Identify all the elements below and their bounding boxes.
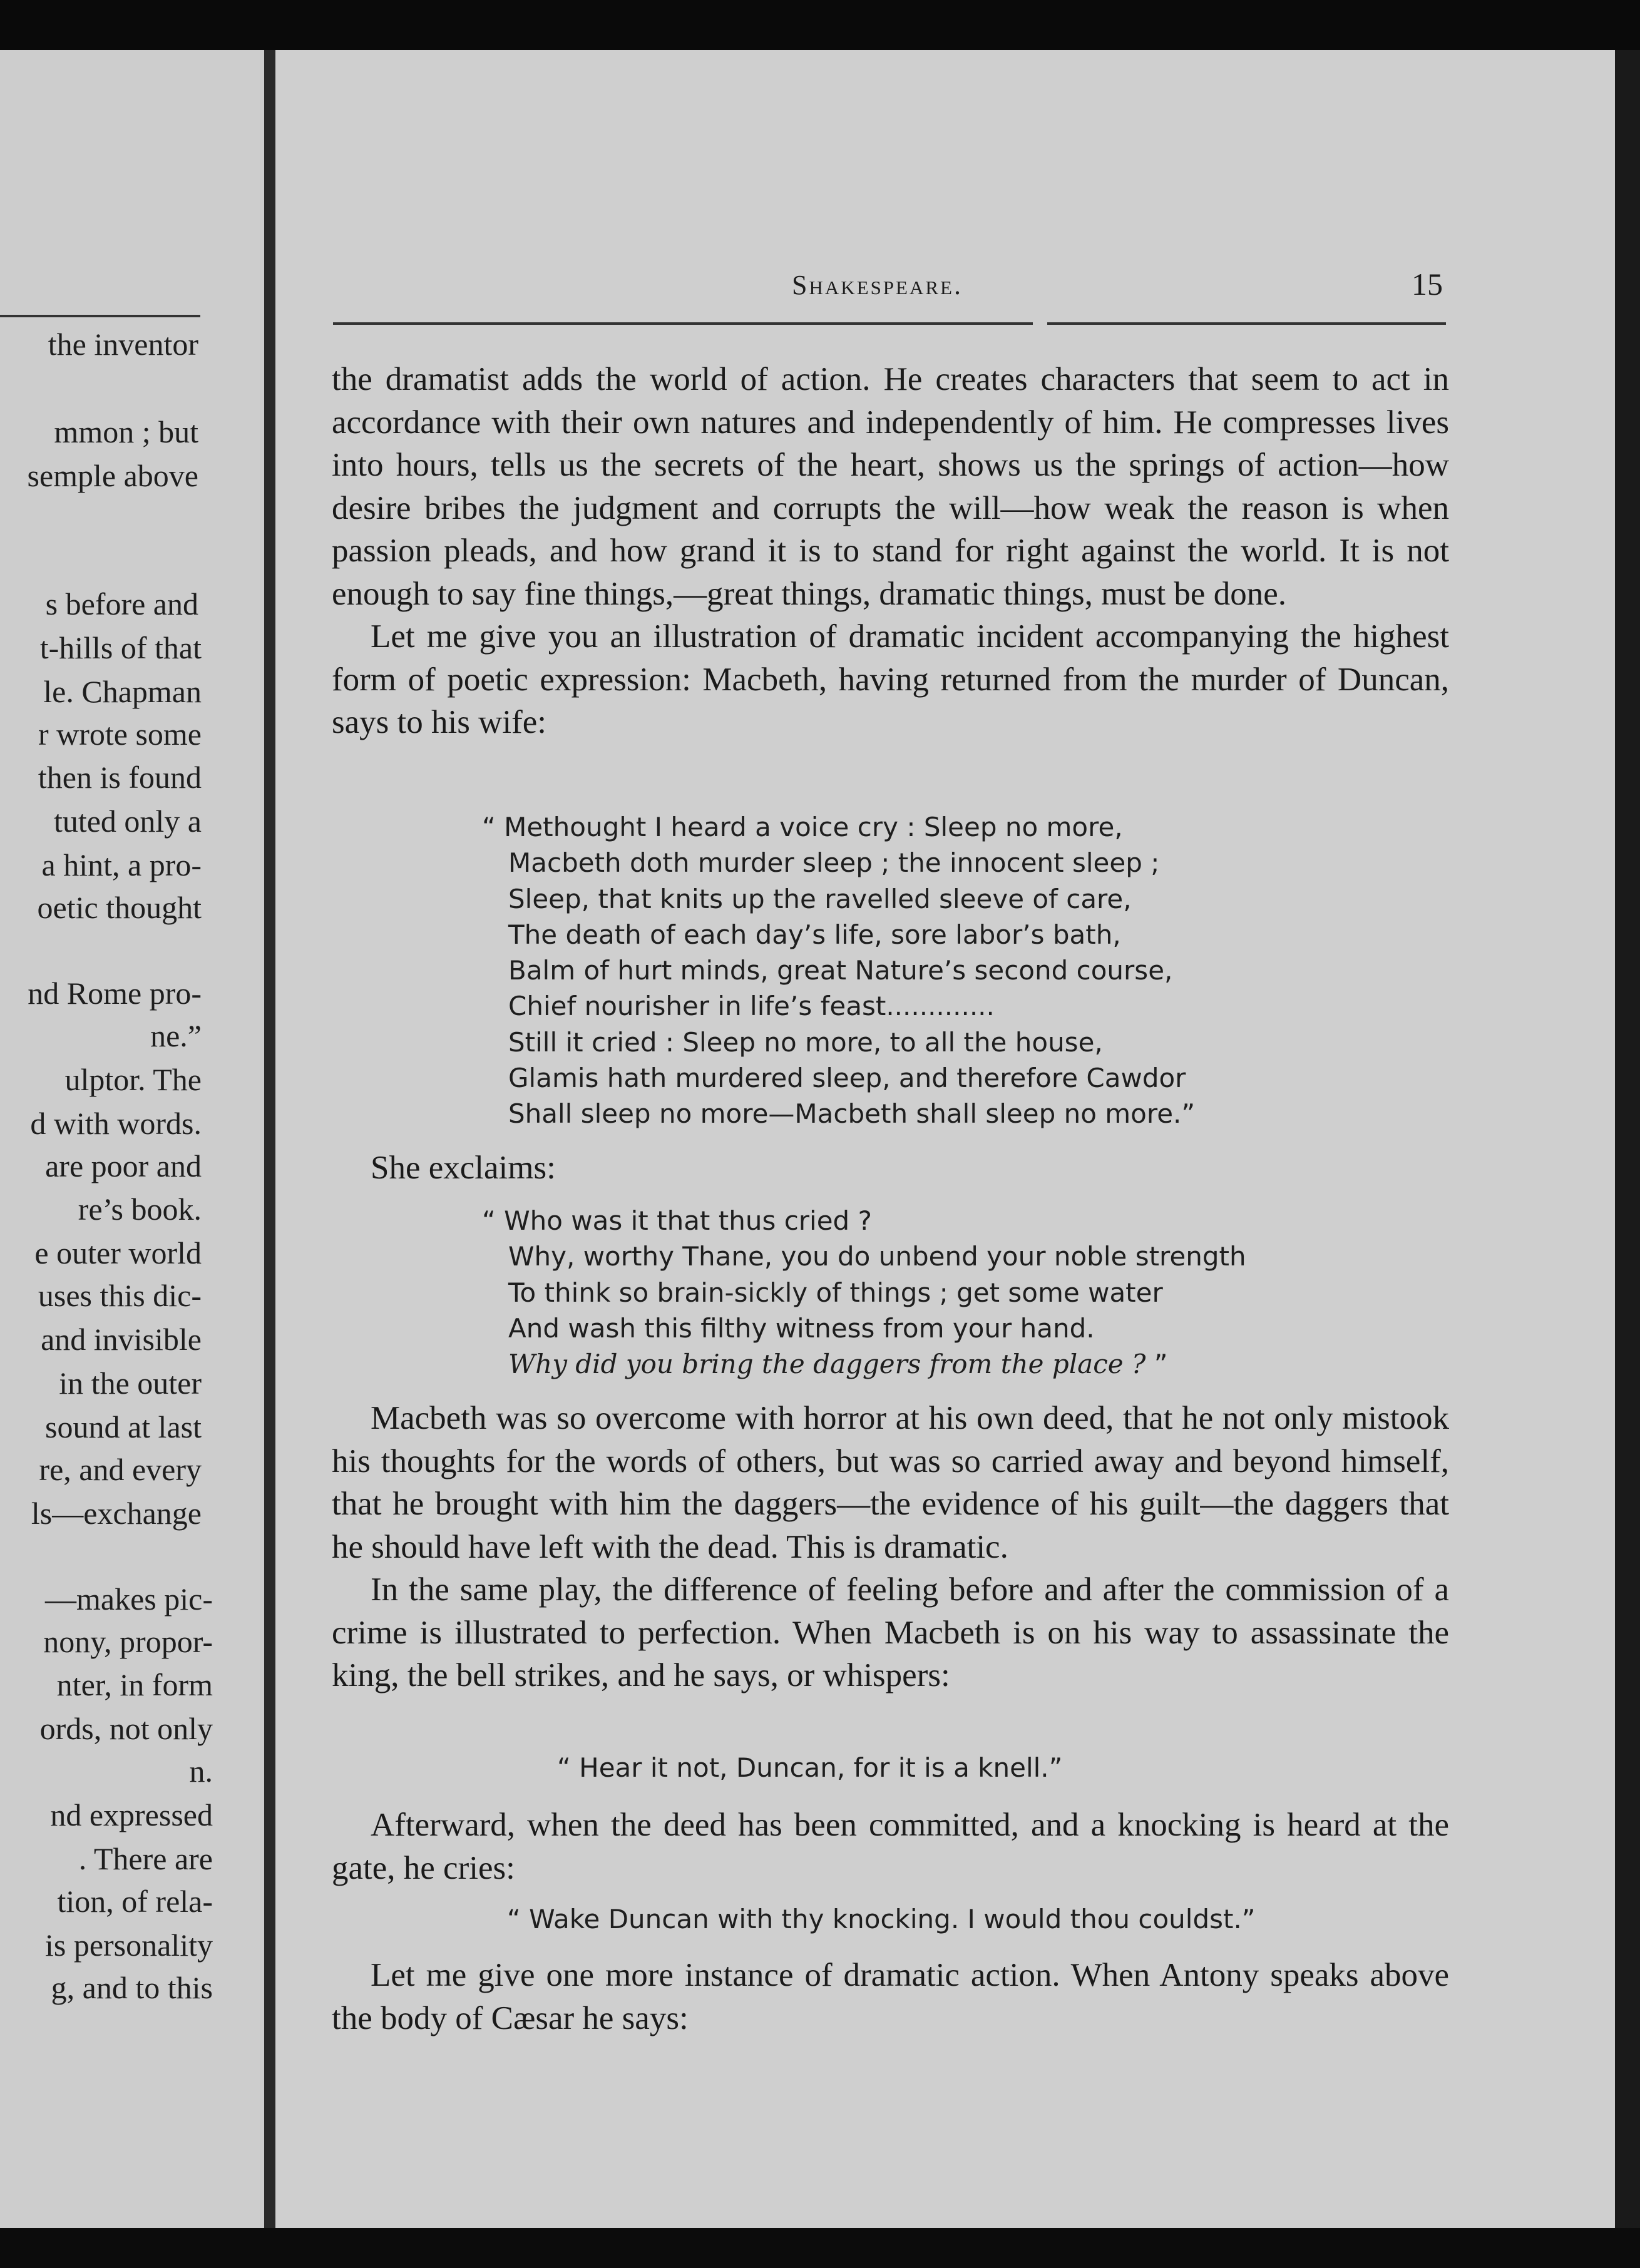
quote-knocking: “ Wake Duncan with thy knocking. I would thou couldst.”	[507, 1904, 1256, 1934]
previous-page-line: . There are	[78, 1841, 213, 1876]
verse-line: “ Who was it that thus cried ?	[482, 1205, 872, 1236]
verse-line: Why, worthy Thane, you do unbend your noble strength	[508, 1241, 1246, 1272]
previous-page-line: —makes pic-	[45, 1581, 213, 1617]
scan-right-border	[1615, 50, 1640, 2268]
body-text-block-4	[332, 1954, 1449, 2040]
previous-page-line: r wrote some	[38, 717, 202, 752]
body-text-block-2	[332, 1397, 1449, 1697]
quote-knell: “ Hear it not, Duncan, for it is a knell.”	[557, 1752, 1063, 1783]
previous-page-line: ne.”	[150, 1018, 202, 1053]
verse-line-italic	[508, 1346, 1246, 1382]
previous-page-line: then is found	[38, 760, 202, 795]
previous-page-line: a hint, a pro-	[41, 847, 202, 882]
previous-page-line: tion, of rela-	[57, 1884, 213, 1919]
previous-page-line: tuted only a	[53, 804, 202, 839]
previous-page-line: are poor and	[45, 1148, 202, 1183]
previous-page-line: mmon ; but	[54, 414, 198, 449]
previous-page-line: nd Rome pro-	[28, 976, 202, 1011]
paragraph-6: Let me give one more instance of dramatic action. When Antony speaks above the body of Cæsar he says:	[332, 1957, 1449, 2036]
paragraph-3: Macbeth was so overcome with horror at his own deed, that he not only mistook his thoughts for the words of others, but was so carried away and beyond himself, that he brought with him the daggers—the evidence of his guilt—the daggers that he should have left with the dead. This is dramatic.	[332, 1400, 1449, 1565]
body-text-block-3	[332, 1804, 1449, 1889]
previous-page-line: semple above	[27, 458, 198, 493]
previous-page-line: t-hills of that	[39, 630, 202, 665]
previous-page-line: in the outer	[59, 1366, 202, 1401]
she-exclaims-line: She exclaims:	[371, 1150, 556, 1186]
previous-page-line: nd expressed	[50, 1797, 213, 1832]
previous-page-line: le. Chapman	[43, 674, 202, 709]
italic-verse-text: Why did you bring the daggers from the place ?	[508, 1349, 1146, 1380]
previous-page-line: sound at last	[45, 1409, 202, 1444]
previous-page-line: re’s book.	[78, 1192, 202, 1227]
verse-line: Glamis hath murdered sleep, and therefore Cawdor	[508, 1063, 1186, 1094]
previous-page-line: g, and to this	[51, 1970, 213, 2005]
paragraph-4: In the same play, the difference of feeling before and after the commission of a crime is illustrated to perfection. When Macbeth is on his way to assassinate the king, the bell strikes, and he says, or whispers:	[332, 1571, 1449, 1693]
body-text-block-1	[332, 358, 1449, 744]
previous-page-line: nter, in form	[56, 1667, 213, 1702]
previous-page-line: ls—exchange	[31, 1496, 202, 1531]
page-number: 15	[1412, 267, 1443, 302]
previous-page-fragment	[0, 50, 264, 2240]
verse-line: Sleep, that knits up the ravelled sleeve of care,	[508, 883, 1132, 914]
verse-line: The death of each day’s life, sore labor’s bath,	[508, 919, 1121, 950]
running-title: Shakespeare.	[792, 270, 963, 300]
verse-quote-lady-macbeth	[482, 1203, 1246, 1382]
previous-page-line: is personality	[44, 1928, 213, 1963]
previous-page-line: uses this dic-	[38, 1278, 202, 1313]
verse-line: To think so brain-sickly of things ; get some water	[508, 1277, 1163, 1308]
previous-page-line: re, and every	[39, 1452, 202, 1487]
previous-page-line: ords, not only	[39, 1711, 213, 1746]
scan-bottom-border	[0, 2228, 1640, 2268]
verse-line: Macbeth doth murder sleep ; the innocent sleep ;	[508, 847, 1160, 879]
verse-quote-macbeth	[482, 809, 1196, 1132]
verse-line: Chief nourisher in life’s feast.............	[508, 991, 995, 1022]
header-rule-right	[1047, 322, 1446, 325]
previous-page-line: n.	[189, 1754, 213, 1789]
previous-page-line: nony, propor-	[43, 1624, 213, 1659]
paragraph-2: Let me give you an illustration of dramatic incident accompanying the highest form of poetic expression: Macbeth, having returned from the murder of Duncan, says to his wife:	[332, 618, 1449, 740]
previous-page-line: s before and	[45, 586, 198, 621]
previous-page-line: oetic thought	[37, 890, 202, 925]
previous-page-line: ulptor. The	[64, 1062, 202, 1097]
previous-page-line: and invisible	[41, 1322, 202, 1357]
verse-line: Shall sleep no more—Macbeth shall sleep no more.”	[508, 1098, 1196, 1130]
verse-line: “ Methought I heard a voice cry : Sleep no more,	[482, 812, 1123, 842]
closing-quote: ”	[1145, 1349, 1168, 1380]
verse-line: And wash this filthy witness from your hand.	[508, 1312, 1095, 1344]
book-gutter	[264, 50, 275, 2268]
previous-page-header-rule	[0, 315, 200, 317]
previous-page-line: e outer world	[34, 1235, 202, 1270]
paragraph-1: the dramatist adds the world of action. He creates characters that seem to act in accordance with their own natures and independently of him. He compresses lives into hours, tells us the secrets of the heart, shows us the springs of action—how desire bribes the judgment and corrupts the will—how weak the reason is when passion pleads, and how grand it is to stand for right against the world. It is not enough to say fine things,—great things, dramatic things, must be done.	[332, 361, 1449, 612]
body-text-she-exclaims	[332, 1147, 1449, 1190]
verse-line: Still it cried : Sleep no more, to all the house,	[508, 1026, 1103, 1058]
previous-page-line: d with words.	[30, 1106, 202, 1141]
header-rule-left	[333, 322, 1033, 325]
paragraph-5: Afterward, when the deed has been committed, and a knocking is heard at the gate, he cries:	[332, 1807, 1449, 1886]
previous-page-line: the inventor	[48, 327, 198, 362]
verse-line: Balm of hurt minds, great Nature’s second course,	[508, 955, 1173, 986]
